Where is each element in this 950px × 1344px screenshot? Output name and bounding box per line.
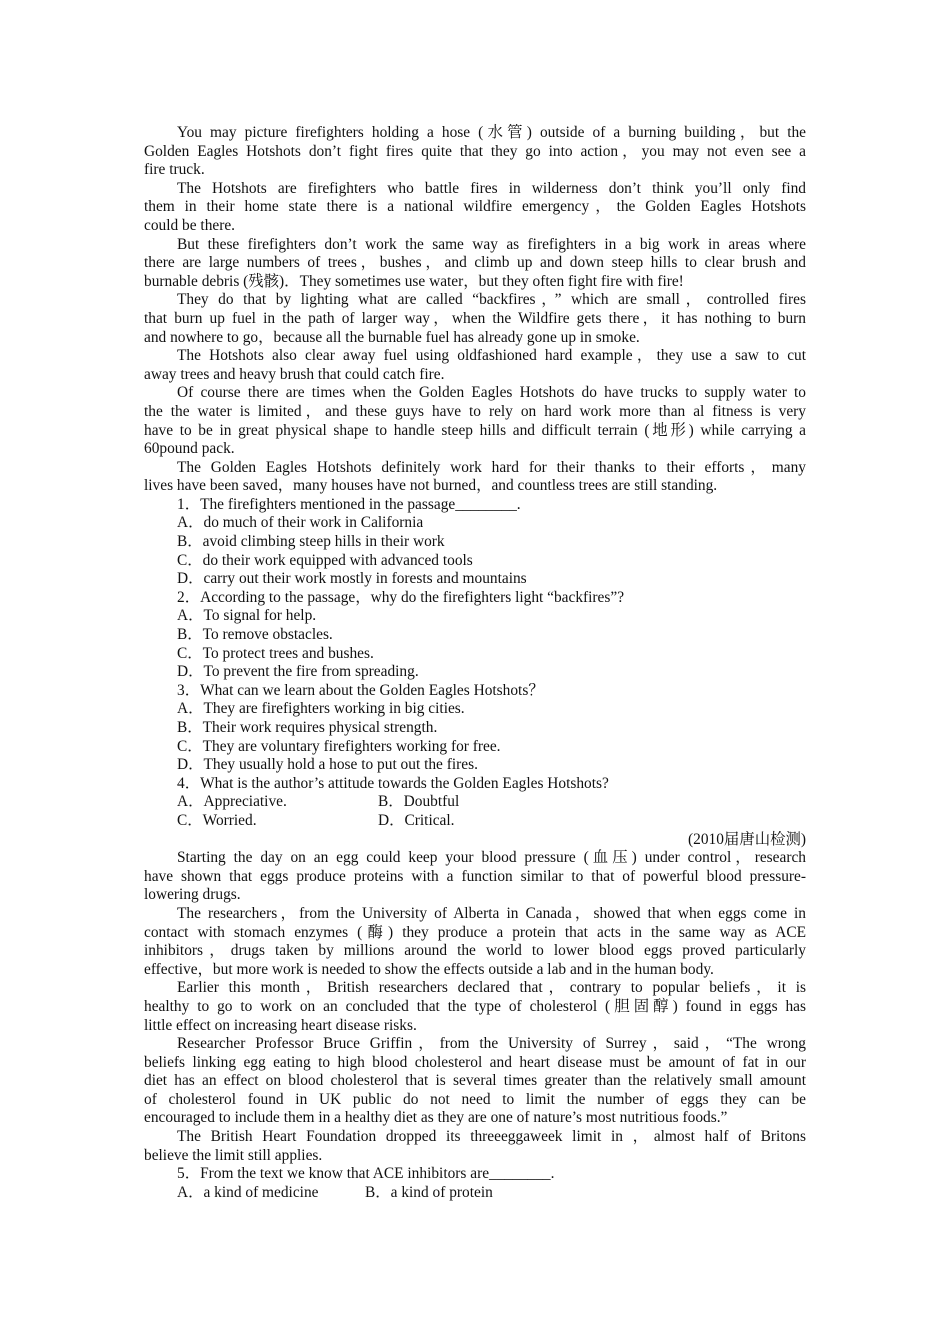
line-text: lowering drugs.	[144, 886, 241, 904]
line-text: burnable debris (残骸)．They sometimes use water，but they often fight fire with fire!	[144, 272, 684, 290]
text-line	[144, 998, 806, 1017]
line-text: C．They are voluntary firefighters working for free.	[177, 737, 501, 755]
line-text: B．Their work requires physical strength.	[177, 719, 438, 736]
line-text: (2010届唐山检测)	[688, 830, 806, 848]
line-text: 3．What can we learn about the Golden Eagles Hotshots？	[177, 681, 544, 699]
line-text: Starting the day on an egg could keep your blood pressure (血压) under control，research	[177, 849, 806, 867]
line-text: 4．What is the author’s attitude towards the Golden Eagles Hotshots?	[177, 774, 609, 792]
text-line	[144, 273, 806, 292]
text-line	[144, 812, 806, 831]
text-line	[144, 979, 806, 998]
text-line	[144, 1035, 806, 1054]
line-text: beliefs linking egg eating to high blood cholesterol and heart disease must be amount of fat in our	[144, 1053, 806, 1071]
line-text: The Hotshots are firefighters who battle fires in wilderness don’t think you’ll only find	[177, 179, 806, 197]
line-text: healthy to go to work on an concluded that the type of cholesterol (胆固醇) found in eggs has	[144, 997, 806, 1015]
text-line	[144, 477, 806, 496]
line-text: could be there.	[144, 216, 236, 234]
line-text: They do that by lighting what are called “backfires，” which are small，controlled fires	[177, 291, 806, 309]
text-line	[144, 1147, 806, 1166]
line-text: 1．The firefighters mentioned in the passage________.	[177, 495, 521, 513]
line-text: them in their home state there is a national wildfire emergency，the Golden Eagles Hotshots	[144, 198, 806, 216]
line-text: A．They are firefighters working in big cities.	[177, 700, 465, 718]
text-line	[144, 607, 806, 626]
text-line	[144, 1091, 806, 1110]
line-text: of cholesterol found in UK public do not need to limit the number of eggs they can be	[144, 1090, 806, 1108]
line-text: inhibitors，drugs taken by millions around the world to lower blood eggs proved particularly	[144, 942, 806, 960]
text-line	[144, 236, 806, 255]
line-text: A．To signal for help.	[177, 607, 317, 625]
line-text: B．To remove obstacles.	[177, 626, 333, 644]
line-text: fire truck.	[144, 161, 205, 179]
line-text: The British Heart Foundation dropped its threeeggaweek limit in ，almost half of Britons	[177, 1128, 806, 1146]
text-line	[144, 700, 806, 719]
line-text: believe the limit still applies.	[144, 1146, 323, 1164]
text-line	[144, 905, 806, 924]
line-text: 2．According to the passage，why do the firefighters light “backfires”?	[177, 588, 625, 606]
text-line	[144, 143, 806, 162]
line-text: B．avoid climbing steep hills in their work	[177, 533, 445, 551]
option-text: D．Critical.	[378, 811, 455, 829]
line-text: contact with stomach enzymes (酶) they produce a protein that acts in the same way as ACE	[144, 923, 806, 941]
line-text: Researcher Professor Bruce Griffin，from the University of Surrey，said，“The wrong	[177, 1035, 806, 1053]
text-line	[144, 459, 806, 478]
text-line	[144, 589, 806, 608]
text-line	[144, 1184, 806, 1203]
text-line	[144, 180, 806, 199]
line-text: 60pound pack.	[144, 440, 235, 458]
text-line	[144, 384, 806, 403]
text-line	[144, 719, 806, 738]
text-line	[144, 1017, 806, 1036]
text-line	[144, 310, 806, 329]
line-text: The Golden Eagles Hotshots definitely work hard for their thanks to their efforts，many	[177, 458, 806, 476]
text-line	[144, 254, 806, 273]
line-text: D．carry out their work mostly in forests and mountains	[177, 570, 527, 588]
text-line	[144, 738, 806, 757]
line-text: Of course there are times when the Golden Eagles Hotshots do have trucks to supply water to	[177, 384, 806, 402]
text-line	[144, 1165, 806, 1184]
line-text: lives have been saved，many houses have not burned，and countless trees are still standing.	[144, 477, 718, 495]
text-line	[144, 1054, 806, 1073]
text-line	[144, 422, 806, 441]
line-text: C．do their work equipped with advanced tools	[177, 551, 473, 569]
line-text: the the water is limited，and these guys have to rely on hard work more than al fitness is very	[144, 402, 806, 420]
text-line	[144, 198, 806, 217]
line-text: A．a kind of medicine	[177, 1183, 319, 1201]
line-text: The Hotshots also clear away fuel using oldfashioned hard example，they use a saw to cut	[177, 347, 806, 365]
text-line	[144, 626, 806, 645]
text-line	[144, 533, 806, 552]
text-line	[144, 161, 806, 180]
text-line	[144, 124, 806, 143]
text-line	[144, 682, 806, 701]
line-text: C．Worried.	[177, 811, 257, 829]
line-text: 5．From the text we know that ACE inhibitors are________.	[177, 1165, 555, 1183]
text-line	[144, 942, 806, 961]
text-line	[144, 1072, 806, 1091]
line-text: C．To protect trees and bushes.	[177, 644, 374, 662]
text-line	[144, 496, 806, 515]
text-line	[144, 831, 806, 850]
line-text: Earlier this month，British researchers declared that，contrary to popular beliefs，it is	[177, 979, 806, 997]
line-text: that burn up fuel in the path of larger way，when the Wildfire gets there，it has nothing to burn	[144, 309, 806, 327]
text-line	[144, 403, 806, 422]
option-text: B．Doubtful	[378, 793, 460, 811]
text-line	[144, 756, 806, 775]
line-text: diet has an effect on blood cholesterol that is several times greater than the relatively small amount	[144, 1072, 806, 1090]
text-line	[144, 849, 806, 868]
line-text: But these firefighters don’t work the same way as firefighters in a big work in areas where	[177, 235, 806, 253]
text-line	[144, 570, 806, 589]
text-line	[144, 924, 806, 943]
text-line	[144, 552, 806, 571]
line-text: and nowhere to go，because all the burnable fuel has already gone up in smoke.	[144, 328, 640, 346]
line-text: D．They usually hold a hose to put out the fires.	[177, 756, 478, 774]
option-text: B．a kind of protein	[365, 1183, 493, 1201]
text-line	[144, 440, 806, 459]
line-text: effective，but more work is needed to show the effects outside a lab and in the human body.	[144, 960, 714, 978]
text-line	[144, 663, 806, 682]
text-line	[144, 645, 806, 664]
text-line	[144, 366, 806, 385]
line-text: encouraged to include them in a healthy diet as they are one of nature’s most nutritious foods.”	[144, 1109, 728, 1127]
text-line	[144, 291, 806, 310]
text-line	[144, 347, 806, 366]
line-text: You may picture firefighters holding a hose (水管) outside of a burning building，but the	[177, 124, 806, 141]
text-line	[144, 1109, 806, 1128]
text-line	[144, 329, 806, 348]
text-line	[144, 775, 806, 794]
line-text: The researchers，from the University of Alberta in Canada，showed that when eggs come in	[177, 904, 806, 922]
document-page	[144, 124, 806, 1202]
text-line	[144, 514, 806, 533]
text-line	[144, 793, 806, 812]
line-text: D．To prevent the fire from spreading.	[177, 663, 419, 681]
line-text: have to be in great physical shape to handle steep hills and difficult terrain (地形) while carrying a	[144, 421, 806, 439]
text-line	[144, 1128, 806, 1147]
text-line	[144, 868, 806, 887]
line-text: A．do much of their work in California	[177, 514, 424, 532]
line-text: there are large numbers of trees，bushes，and climb up and down steep hills to clear brush and	[144, 254, 806, 272]
line-text: Golden Eagles Hotshots don’t fight fires quite that they go into action，you may not even see a	[144, 142, 806, 160]
line-text: have shown that eggs produce proteins with a function similar to that of powerful blood pressure-	[144, 867, 806, 885]
line-text: away trees and heavy brush that could catch fire.	[144, 365, 445, 383]
text-line	[144, 961, 806, 980]
line-text: little effect on increasing heart disease risks.	[144, 1016, 417, 1034]
line-text: A．Appreciative.	[177, 793, 287, 811]
text-line	[144, 217, 806, 236]
text-line	[144, 886, 806, 905]
